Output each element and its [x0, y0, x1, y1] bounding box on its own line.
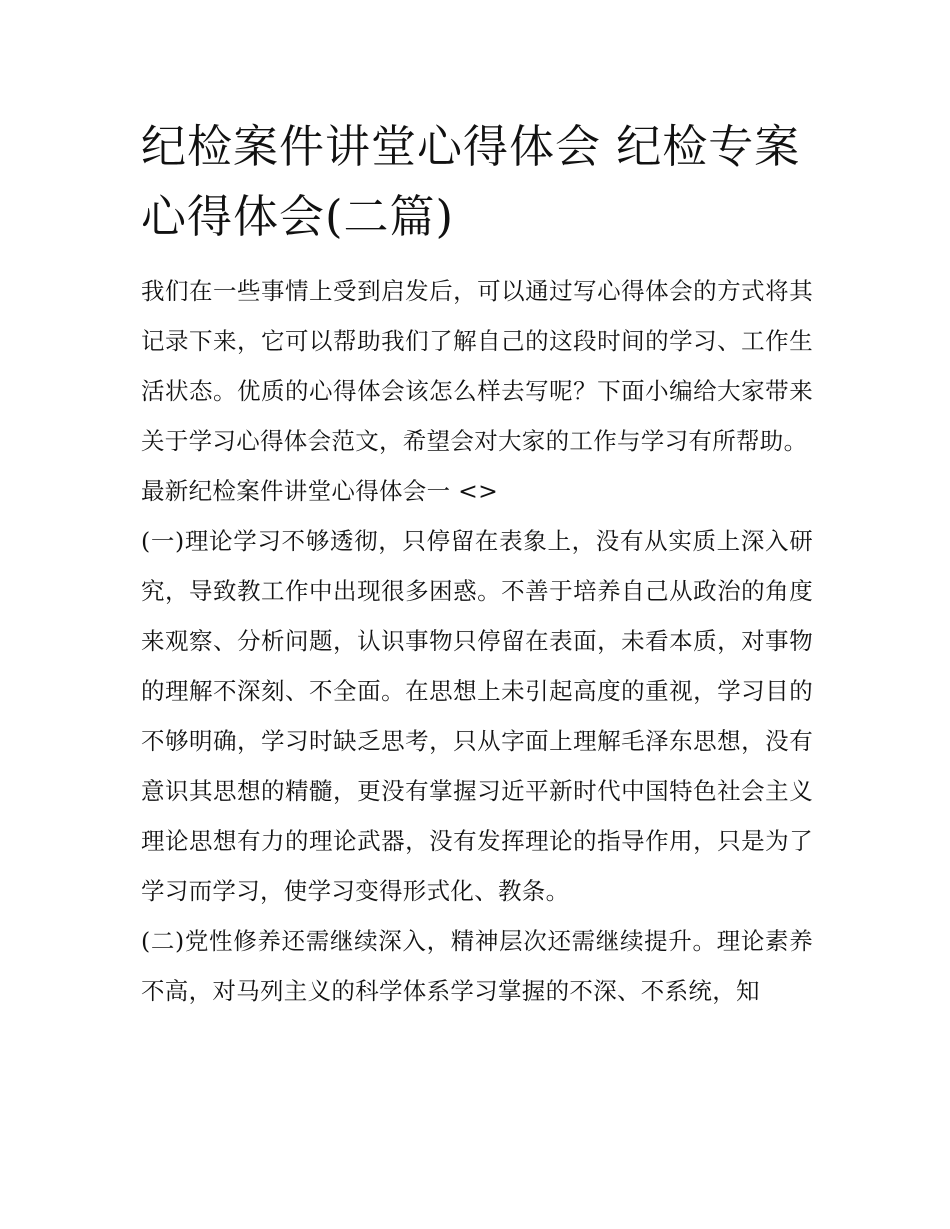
document-body: [141, 112, 813, 1016]
section-heading: 最新纪检案件讲堂心得体会一 <>: [141, 477, 499, 505]
document-title: 纪检案件讲堂心得体会 纪检专案心得体会(二篇): [141, 120, 801, 243]
body-paragraph-1: (一)理论学习不够透彻，只停留在表象上，没有从实质上深入研究，导致教工作中出现很多困惑。不善于培养自己从政治的角度来观察、分析问题，认识事物只停留在表面，未看本质，对事物的理解不深刻、不全面。在思想上未引起高度的重视，学习目的不够明确，学习时缺乏思考，只从字面上理解毛泽东思想，没有意识其思想的精髓，更没有掌握习近平新时代中国特色社会主义理论思想有力的理论武器，没有发挥理论的指导作用，只是为了学习而学习，使学习变得形式化、教条。: [141, 527, 813, 905]
intro-paragraph: 我们在一些事情上受到启发后，可以通过写心得体会的方式将其记录下来，它可以帮助我们了解自己的这段时间的学习、工作生活状态。优质的心得体会该怎么样去写呢？下面小编给大家带来关于学习心得体会范文，希望会对大家的工作与学习有所帮助。: [141, 277, 813, 455]
body-paragraph-2: (二)党性修养还需继续深入，精神层次还需继续提升。理论素养不高，对马列主义的科学体系学习掌握的不深、不系统，知: [141, 927, 813, 1005]
